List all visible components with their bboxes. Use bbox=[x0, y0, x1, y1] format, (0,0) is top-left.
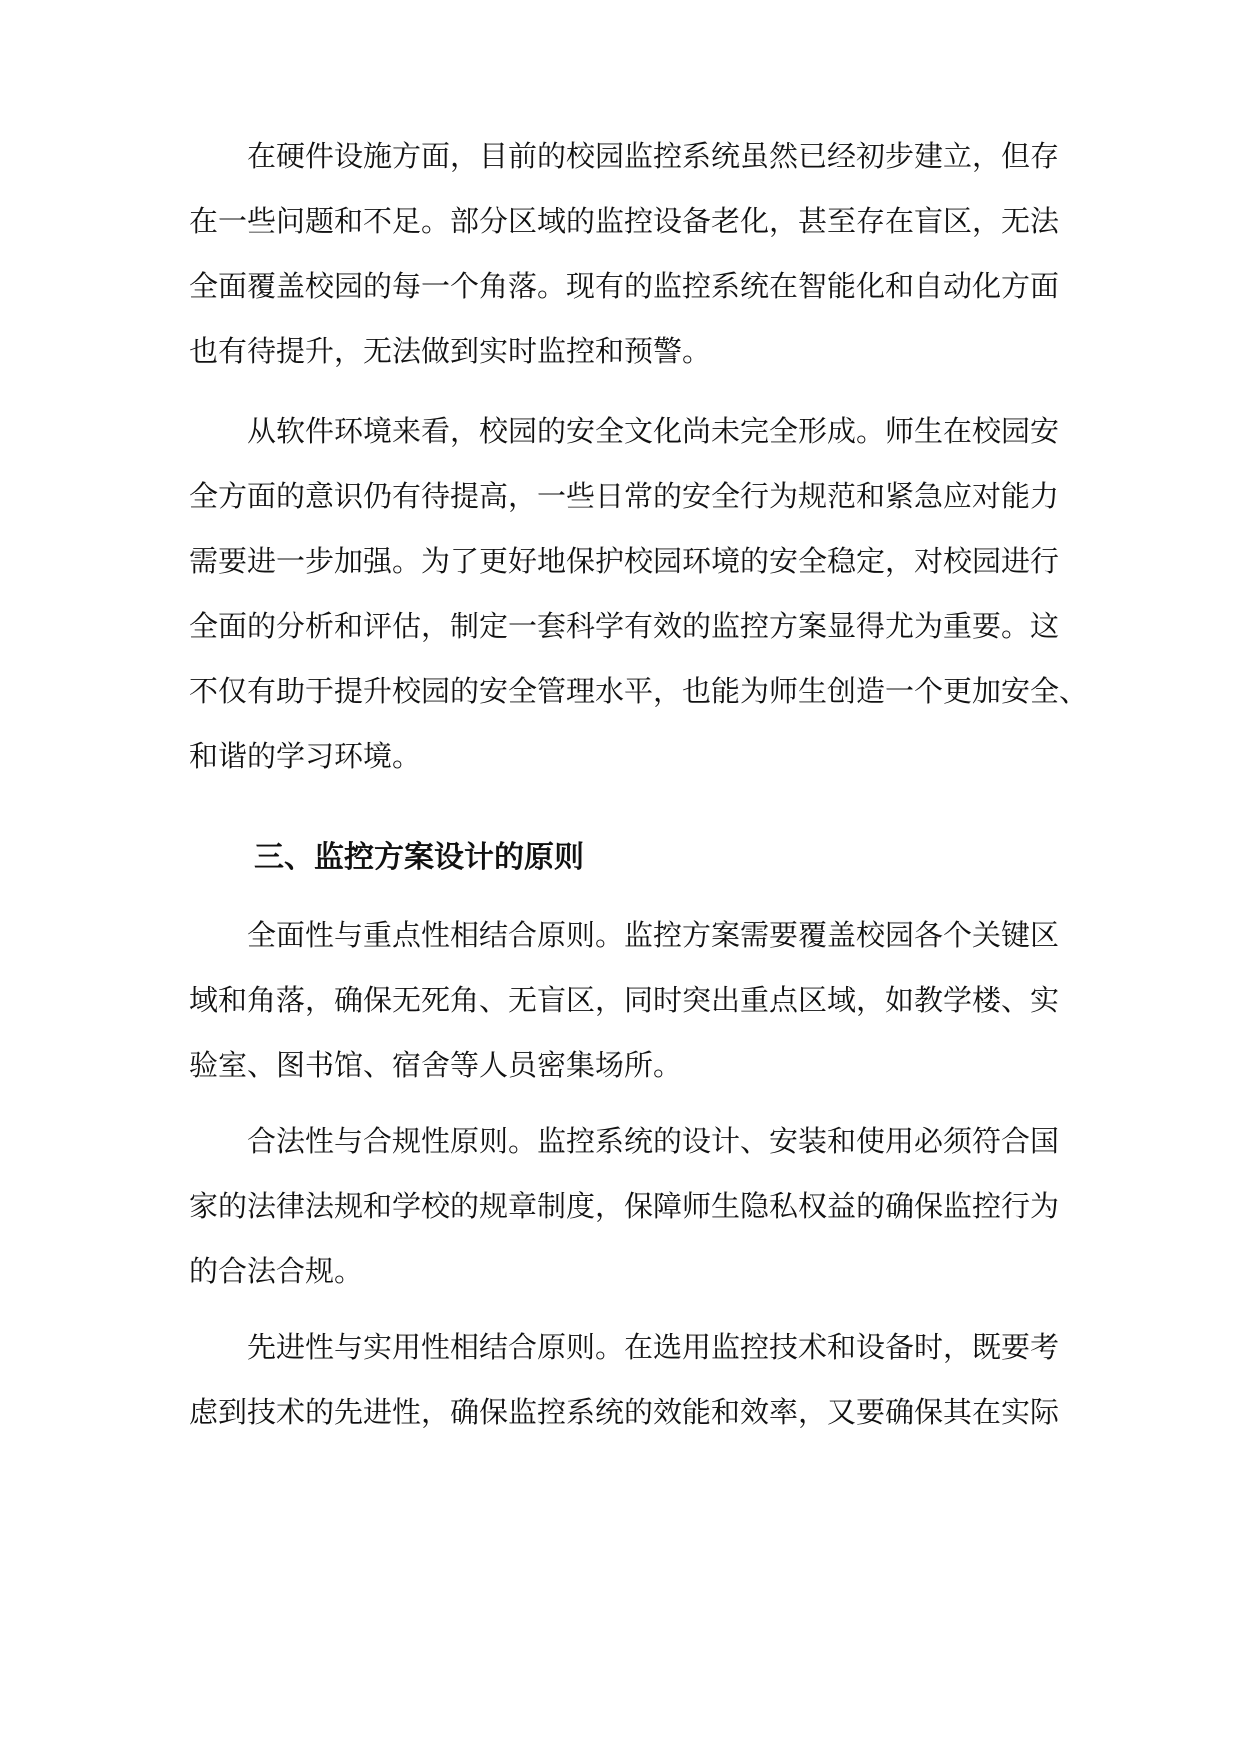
paragraph-line: 全方面的意识仍有待提高，一些日常的安全行为规范和紧急应对能力 bbox=[189, 479, 1060, 513]
paragraph-line: 合法性与合规性原则。监控系统的设计、安装和使用必须符合国 bbox=[189, 1124, 1060, 1158]
paragraph-line: 虑到技术的先进性，确保监控系统的效能和效率，又要确保其在实际 bbox=[189, 1395, 1060, 1429]
paragraph-line: 和谐的学习环境。 bbox=[189, 739, 422, 773]
paragraph-line: 在硬件设施方面，目前的校园监控系统虽然已经初步建立，但存 bbox=[189, 139, 1060, 173]
section-heading: 三、监控方案设计的原则 bbox=[254, 840, 584, 875]
paragraph-line: 先进性与实用性相结合原则。在选用监控技术和设备时，既要考 bbox=[189, 1330, 1060, 1364]
paragraph-line: 家的法律法规和学校的规章制度，保障师生隐私权益的确保监控行为 bbox=[189, 1189, 1060, 1223]
paragraph-line: 全面的分析和评估，制定一套科学有效的监控方案显得尤为重要。这 bbox=[189, 609, 1060, 643]
paragraph-line: 也有待提升，无法做到实时监控和预警。 bbox=[189, 334, 712, 368]
paragraph-line: 的合法合规。 bbox=[189, 1254, 364, 1288]
paragraph-line: 从软件环境来看，校园的安全文化尚未完全形成。师生在校园安 bbox=[189, 414, 1060, 448]
paragraph-line: 在一些问题和不足。部分区域的监控设备老化，甚至存在盲区，无法 bbox=[189, 204, 1060, 238]
paragraph-line: 全面覆盖校园的每一个角落。现有的监控系统在智能化和自动化方面 bbox=[189, 269, 1060, 303]
paragraph-line: 需要进一步加强。为了更好地保护校园环境的安全稳定，对校园进行 bbox=[189, 544, 1060, 578]
paragraph-line: 域和角落，确保无死角、无盲区，同时突出重点区域，如教学楼、实 bbox=[189, 983, 1060, 1017]
paragraph-line: 全面性与重点性相结合原则。监控方案需要覆盖校园各个关键区 bbox=[189, 918, 1060, 952]
paragraph-line: 不仅有助于提升校园的安全管理水平，也能为师生创造一个更加安全、 bbox=[189, 674, 1089, 708]
paragraph-line: 验室、图书馆、宿舍等人员密集场所。 bbox=[189, 1048, 683, 1082]
